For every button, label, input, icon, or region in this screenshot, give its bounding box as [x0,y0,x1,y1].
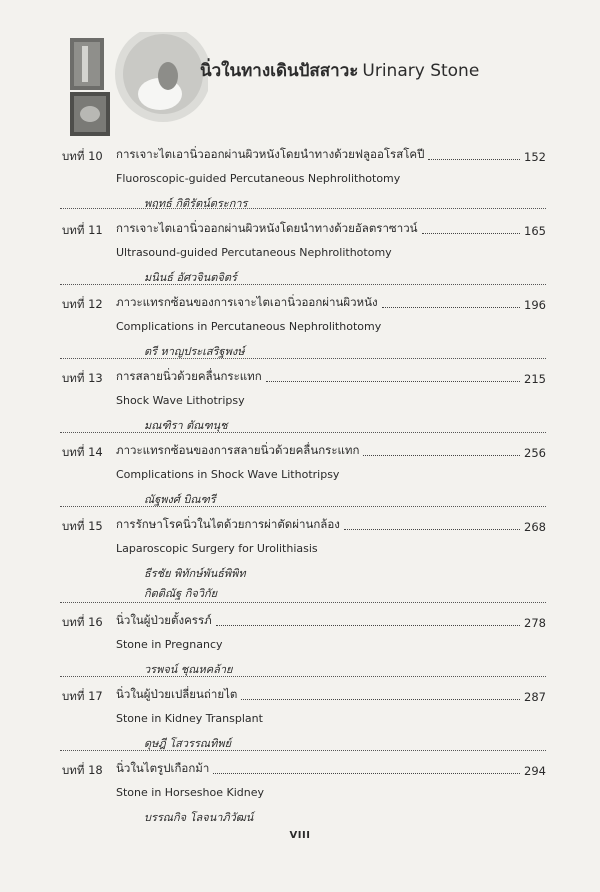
leader-dots [422,232,521,234]
chapter-number: บทที่ 13 [62,371,103,385]
toc-entry [0,518,600,602]
chapter-title-english: Complications in Percutaneous Nephrolithotomy [116,320,382,333]
entry-divider [60,284,546,285]
leader-dots [216,624,520,626]
chapter-number: บทที่ 12 [62,297,103,311]
chapter-title-thai: การเจาะไตเอานิ่วออกผ่านผิวหนังโดยนำทางด้วยอัลตราซาวน์ [116,221,418,235]
entry-divider [60,750,546,751]
chapter-title-english: Laparoscopic Surgery for Urolithiasis [116,542,318,555]
chapter-title-line [116,148,546,164]
chapter-author: ดุษฎี โสวรรณทิพย์ [144,737,232,750]
page-number: 278 [524,616,546,630]
page-number: 152 [524,150,546,164]
chapter-title-line [116,444,546,460]
toc-entry [0,762,600,826]
chapter-title-line [116,370,546,386]
chapter-author: พฤทธ์ กิติรัตน์ตระการ [144,197,248,210]
section-title [200,57,479,84]
chapter-number: บทที่ 16 [62,615,103,629]
chapter-author: วรพจน์ ชุณหคล้าย [144,663,233,676]
chapter-title-english: Ultrasound-guided Percutaneous Nephrolithotomy [116,246,392,259]
chapter-title-english: Shock Wave Lithotripsy [116,394,245,407]
entry-divider [60,358,546,359]
leader-dots [363,454,520,456]
chapter-number: บทที่ 15 [62,519,103,533]
entry-divider [60,208,546,209]
chapter-author: กิตติณัฐ กิจวิกัย [144,587,218,600]
toc-entry [0,222,600,286]
chapter-title-thai: การสลายนิ่วด้วยคลื่นกระแทก [116,369,262,383]
page-number: 196 [524,298,546,312]
chapter-author: ตรี หาญประเสริฐพงษ์ [144,345,245,358]
leader-dots [428,158,520,160]
chapter-author: มนินธ์ อัศวจินตจิตร์ [144,271,237,284]
chapter-title-thai: นิ่วในผู้ป่วยเปลี่ยนถ่ายไต [116,687,238,701]
toc-entry [0,148,600,212]
chapter-title-thai: ภาวะแทรกซ้อนของการสลายนิ่วด้วยคลื่นกระแทก [116,443,360,457]
header-image-collage [68,32,208,140]
chapter-title-english: Stone in Kidney Transplant [116,712,263,725]
chapter-author: มณฑิรา ตัณฑนุช [144,419,228,432]
chapter-title-english: Fluoroscopic-guided Percutaneous Nephrolithotomy [116,172,401,185]
page-number: 287 [524,690,546,704]
page-number: 215 [524,372,546,386]
leader-dots [382,306,520,308]
chapter-title-line [116,518,546,534]
chapter-title-english: Complications in Shock Wave Lithotripsy [116,468,340,481]
page-number: 165 [524,224,546,238]
page-number: 256 [524,446,546,460]
page-number: 294 [524,764,546,778]
section-title-thai: นิ่วในทางเดินปัสสาวะ [200,61,359,81]
chapter-title-english: Stone in Pregnancy [116,638,223,651]
entry-divider [60,676,546,677]
chapter-title-thai: การรักษาโรคนิ่วในไตด้วยการผ่าตัดผ่านกล้อง [116,517,340,531]
chapter-title-english: Stone in Horseshoe Kidney [116,786,265,799]
section-title-english: Urinary Stone [362,61,480,81]
toc-entry [0,688,600,752]
entry-divider [60,432,546,433]
chapter-title-line [116,688,546,704]
chapter-author: ณัฐพงศ์ บิณฑรี [144,493,216,506]
leader-dots [344,528,520,530]
chapter-title-thai: การเจาะไตเอานิ่วออกผ่านผิวหนังโดยนำทางด้วยฟลูออโรสโคปี [116,147,425,161]
chapter-number: บทที่ 11 [62,223,103,237]
page-number: 268 [524,520,546,534]
chapter-author: ธีรชัย พิทักษ์พันธ์พิพิท [144,567,246,580]
chapter-number: บทที่ 18 [62,763,103,777]
entry-divider [60,602,546,603]
chapter-number: บทที่ 17 [62,689,103,703]
entry-divider [60,506,546,507]
chapter-title-thai: นิ่วในไตรูปเกือกม้า [116,761,210,775]
chapter-title-thai: นิ่วในผู้ป่วยตั้งครรภ์ [116,613,212,627]
chapter-title-line [116,762,546,778]
leader-dots [213,772,520,774]
chapter-title-line [116,222,546,238]
toc-entry [0,296,600,360]
chapter-number: บทที่ 14 [62,445,103,459]
leader-dots [241,698,520,700]
chapter-number: บทที่ 10 [62,149,103,163]
chapter-author: บรรณกิจ โลจนาภิวัฒน์ [144,811,254,824]
chapter-title-thai: ภาวะแทรกซ้อนของการเจาะไตเอานิ่วออกผ่านผิวหนัง [116,295,378,309]
leader-dots [266,380,520,382]
chapter-title-line [116,614,546,630]
toc-entry [0,614,600,678]
toc-entry [0,370,600,434]
toc-entry [0,444,600,508]
chapter-title-line [116,296,546,312]
page-footer-number: VIII [289,830,311,841]
